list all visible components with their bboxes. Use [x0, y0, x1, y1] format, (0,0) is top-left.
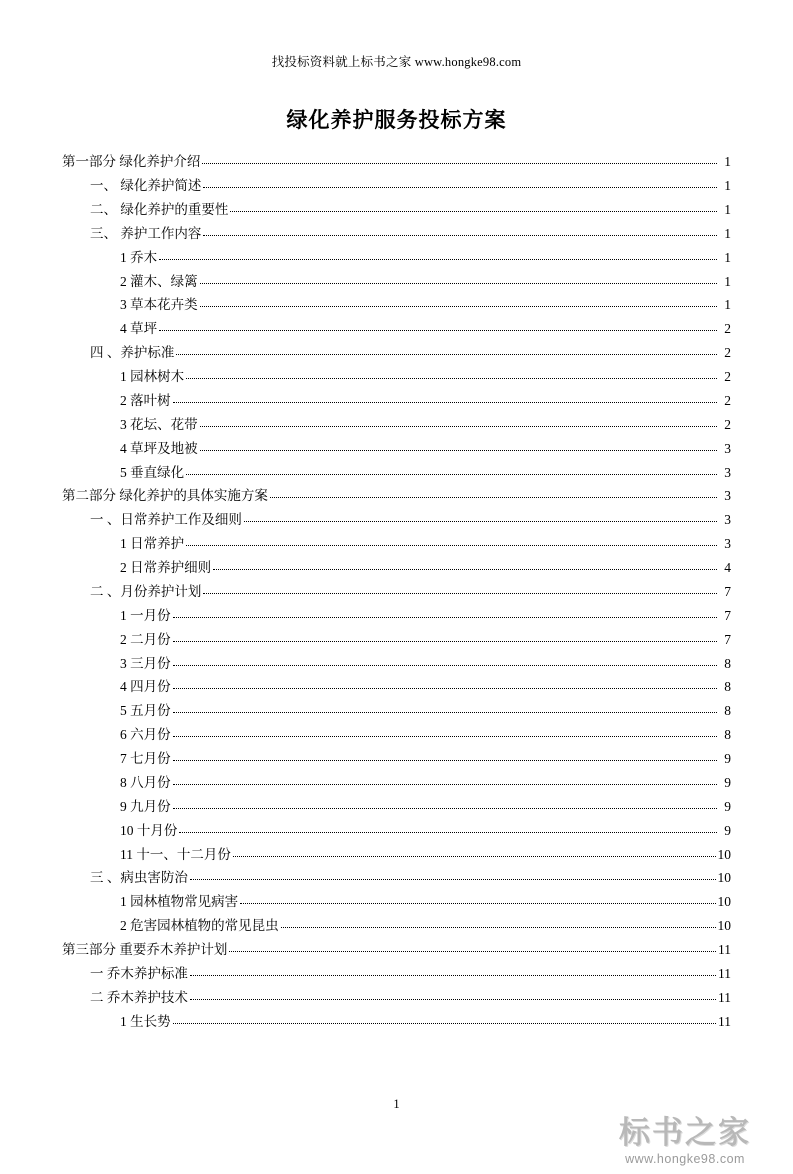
toc-entry-label: 2 落叶树 [120, 392, 171, 408]
toc-leader-dots [173, 800, 717, 809]
toc-entry-page: 1 [724, 201, 731, 217]
document-title: 绿化养护服务投标方案 [286, 108, 507, 132]
toc-leader-dots [173, 609, 717, 618]
toc-entry-label: 8 八月份 [120, 774, 171, 790]
toc-entry-label: 3 三月份 [120, 655, 171, 671]
toc-entry-page: 1 [724, 178, 731, 194]
toc-entry-page: 10 [717, 846, 731, 862]
toc-entry[interactable] [62, 747, 731, 771]
toc-entry-label: 三、 养护工作内容 [90, 225, 202, 241]
toc-entry[interactable] [62, 198, 731, 222]
toc-leader-dots [203, 585, 717, 594]
toc-entry-label: 3 草本花卉类 [120, 297, 198, 313]
toc-entry-label: 1 园林植物常见病害 [120, 894, 239, 910]
toc-entry-page: 9 [724, 798, 731, 814]
toc-leader-dots [173, 776, 717, 785]
toc-entry[interactable] [62, 914, 731, 938]
toc-entry-page: 11 [718, 965, 731, 981]
toc-entry[interactable] [62, 389, 731, 413]
toc-entry-label: 二、 绿化养护的重要性 [90, 201, 229, 217]
toc-entry-label: 三 、病虫害防治 [90, 870, 188, 886]
toc-leader-dots [173, 728, 717, 737]
toc-entry-page: 3 [724, 440, 731, 456]
toc-entry-page: 7 [724, 607, 731, 623]
toc-entry-page: 1 [724, 273, 731, 289]
toc-entry[interactable] [62, 174, 731, 198]
toc-leader-dots [190, 967, 716, 976]
toc-entry[interactable] [62, 675, 731, 699]
toc-leader-dots [244, 513, 717, 522]
toc-leader-dots [233, 847, 716, 856]
toc-entry-page: 3 [724, 464, 731, 480]
toc-entry-label: 2 灌木、绿篱 [120, 273, 198, 289]
toc-leader-dots [240, 895, 715, 904]
toc-entry[interactable] [62, 317, 731, 341]
toc-entry-label: 10 十月份 [120, 822, 178, 838]
toc-leader-dots [186, 465, 717, 474]
toc-entry-page: 8 [724, 727, 731, 743]
toc-entry[interactable] [62, 699, 731, 723]
toc-entry[interactable] [62, 532, 731, 556]
toc-entry[interactable] [62, 842, 731, 866]
toc-entry-label: 9 九月份 [120, 798, 171, 814]
toc-entry[interactable] [62, 890, 731, 914]
toc-entry-label: 一 乔木养护标准 [90, 965, 188, 981]
toc-entry-label: 5 五月份 [120, 703, 171, 719]
toc-entry[interactable] [62, 651, 731, 675]
toc-entry-label: 4 草坪及地被 [120, 440, 198, 456]
toc-entry[interactable] [62, 460, 731, 484]
toc-entry[interactable] [62, 150, 731, 174]
toc-leader-dots [173, 1015, 716, 1024]
toc-entry-page: 9 [724, 774, 731, 790]
toc-entry-label: 一 、日常养护工作及细则 [90, 512, 242, 528]
toc-leader-dots [173, 394, 717, 403]
toc-entry-label: 2 危害园林植物的常见昆虫 [120, 918, 279, 934]
toc-leader-dots [203, 179, 717, 188]
toc-entry-label: 11 十一、十二月份 [120, 846, 231, 862]
toc-entry-page: 8 [724, 679, 731, 695]
toc-entry-page: 1 [724, 297, 731, 313]
toc-entry-label: 一、 绿化养护简述 [90, 178, 202, 194]
toc-leader-dots [159, 322, 717, 331]
toc-entry-page: 11 [718, 989, 731, 1005]
toc-entry-label: 1 乔木 [120, 249, 158, 265]
toc-entry-page: 7 [724, 631, 731, 647]
watermark-title: 标书之家 [619, 1115, 751, 1151]
page-header-note: 找投标资料就上标书之家 www.hongke98.com [271, 55, 522, 69]
toc-entry[interactable] [62, 628, 731, 652]
toc-leader-dots [173, 656, 717, 665]
toc-leader-dots [159, 251, 717, 260]
toc-entry[interactable] [62, 866, 731, 890]
watermark-url: www.hongke98.com [625, 1152, 745, 1166]
toc-entry-label: 第二部分 绿化养护的具体实施方案 [62, 488, 268, 504]
toc-entry-label: 2 二月份 [120, 631, 171, 647]
toc-entry-label: 第一部分 绿化养护介绍 [62, 154, 201, 170]
toc-entry-label: 2 日常养护细则 [120, 560, 212, 576]
toc-leader-dots [200, 274, 717, 283]
document-page [0, 52, 793, 1174]
toc-entry-page: 7 [724, 583, 731, 599]
toc-entry-label: 1 日常养护 [120, 536, 185, 552]
toc-entry[interactable] [62, 341, 731, 365]
toc-entry-page: 2 [724, 416, 731, 432]
toc-leader-dots [186, 370, 717, 379]
toc-entry[interactable] [62, 269, 731, 293]
toc-entry[interactable] [62, 556, 731, 580]
toc-leader-dots [190, 991, 716, 1000]
toc-entry[interactable] [62, 437, 731, 461]
toc-entry-page: 1 [724, 154, 731, 170]
toc-entry[interactable] [62, 604, 731, 628]
toc-leader-dots [173, 752, 717, 761]
toc-entry-page: 2 [724, 345, 731, 361]
toc-entry-page: 10 [717, 918, 731, 934]
toc-leader-dots [176, 346, 717, 355]
toc-entry[interactable] [62, 819, 731, 843]
toc-entry-label: 二 乔木养护技术 [90, 989, 188, 1005]
toc-leader-dots [202, 155, 717, 164]
toc-entry-page: 2 [724, 392, 731, 408]
toc-leader-dots [173, 633, 717, 642]
toc-entry-label: 7 七月份 [120, 751, 171, 767]
toc-entry-label: 1 生长势 [120, 1013, 171, 1029]
toc-leader-dots [186, 537, 717, 546]
toc-entry-label: 1 园林树木 [120, 369, 185, 385]
toc-leader-dots [213, 561, 717, 570]
toc-entry[interactable] [62, 938, 731, 962]
toc-entry-label: 4 四月份 [120, 679, 171, 695]
toc-entry-page: 11 [718, 1013, 731, 1029]
toc-entry[interactable] [62, 484, 731, 508]
toc-entry-page: 8 [724, 703, 731, 719]
toc-entry[interactable] [62, 580, 731, 604]
toc-entry-label: 第三部分 重要乔木养护计划 [62, 942, 228, 958]
toc-entry[interactable] [62, 962, 731, 986]
toc-leader-dots [229, 943, 716, 952]
toc-entry-page: 3 [724, 488, 731, 504]
toc-entry-label: 1 一月份 [120, 607, 171, 623]
toc-entry-page: 4 [724, 560, 731, 576]
toc-entry[interactable] [62, 365, 731, 389]
toc-entry-page: 11 [718, 942, 731, 958]
toc-leader-dots [200, 418, 717, 427]
toc-entry-page: 10 [717, 870, 731, 886]
toc-entry-page: 1 [724, 225, 731, 241]
toc-leader-dots [173, 680, 717, 689]
toc-entry-label: 四 、养护标准 [90, 345, 175, 361]
toc-entry-page: 10 [717, 894, 731, 910]
toc-entry-page: 2 [724, 321, 731, 337]
toc-entry-label: 6 六月份 [120, 727, 171, 743]
toc-entry-page: 2 [724, 369, 731, 385]
toc-leader-dots [281, 919, 716, 928]
toc-entry-page: 8 [724, 655, 731, 671]
toc-entry[interactable] [62, 1010, 731, 1034]
toc-entry[interactable] [62, 771, 731, 795]
toc-entry-page: 3 [724, 512, 731, 528]
watermark [595, 1117, 775, 1166]
toc-entry[interactable] [62, 293, 731, 317]
toc-entry[interactable] [62, 222, 731, 246]
toc-leader-dots [270, 489, 717, 498]
toc-entry-page: 1 [724, 249, 731, 265]
toc-entry[interactable] [62, 508, 731, 532]
toc-entry[interactable] [62, 413, 731, 437]
toc-entry[interactable] [62, 246, 731, 270]
toc-leader-dots [200, 442, 717, 451]
toc-leader-dots [173, 704, 717, 713]
toc-leader-dots [200, 298, 717, 307]
toc-entry-label: 二 、月份养护计划 [90, 583, 202, 599]
toc-entry-page: 3 [724, 536, 731, 552]
toc-entry-page: 9 [724, 822, 731, 838]
toc-leader-dots [230, 203, 717, 212]
toc-entry[interactable] [62, 795, 731, 819]
toc-entry-label: 5 垂直绿化 [120, 464, 185, 480]
toc-leader-dots [179, 824, 717, 833]
toc-entry-label: 3 花坛、花带 [120, 416, 198, 432]
toc-entry-page: 9 [724, 751, 731, 767]
toc-leader-dots [190, 871, 716, 880]
table-of-contents [60, 150, 733, 1033]
page-number: 1 [393, 1097, 400, 1111]
toc-entry[interactable] [62, 723, 731, 747]
toc-entry-label: 4 草坪 [120, 321, 158, 337]
toc-entry[interactable] [62, 986, 731, 1010]
toc-leader-dots [203, 227, 717, 236]
